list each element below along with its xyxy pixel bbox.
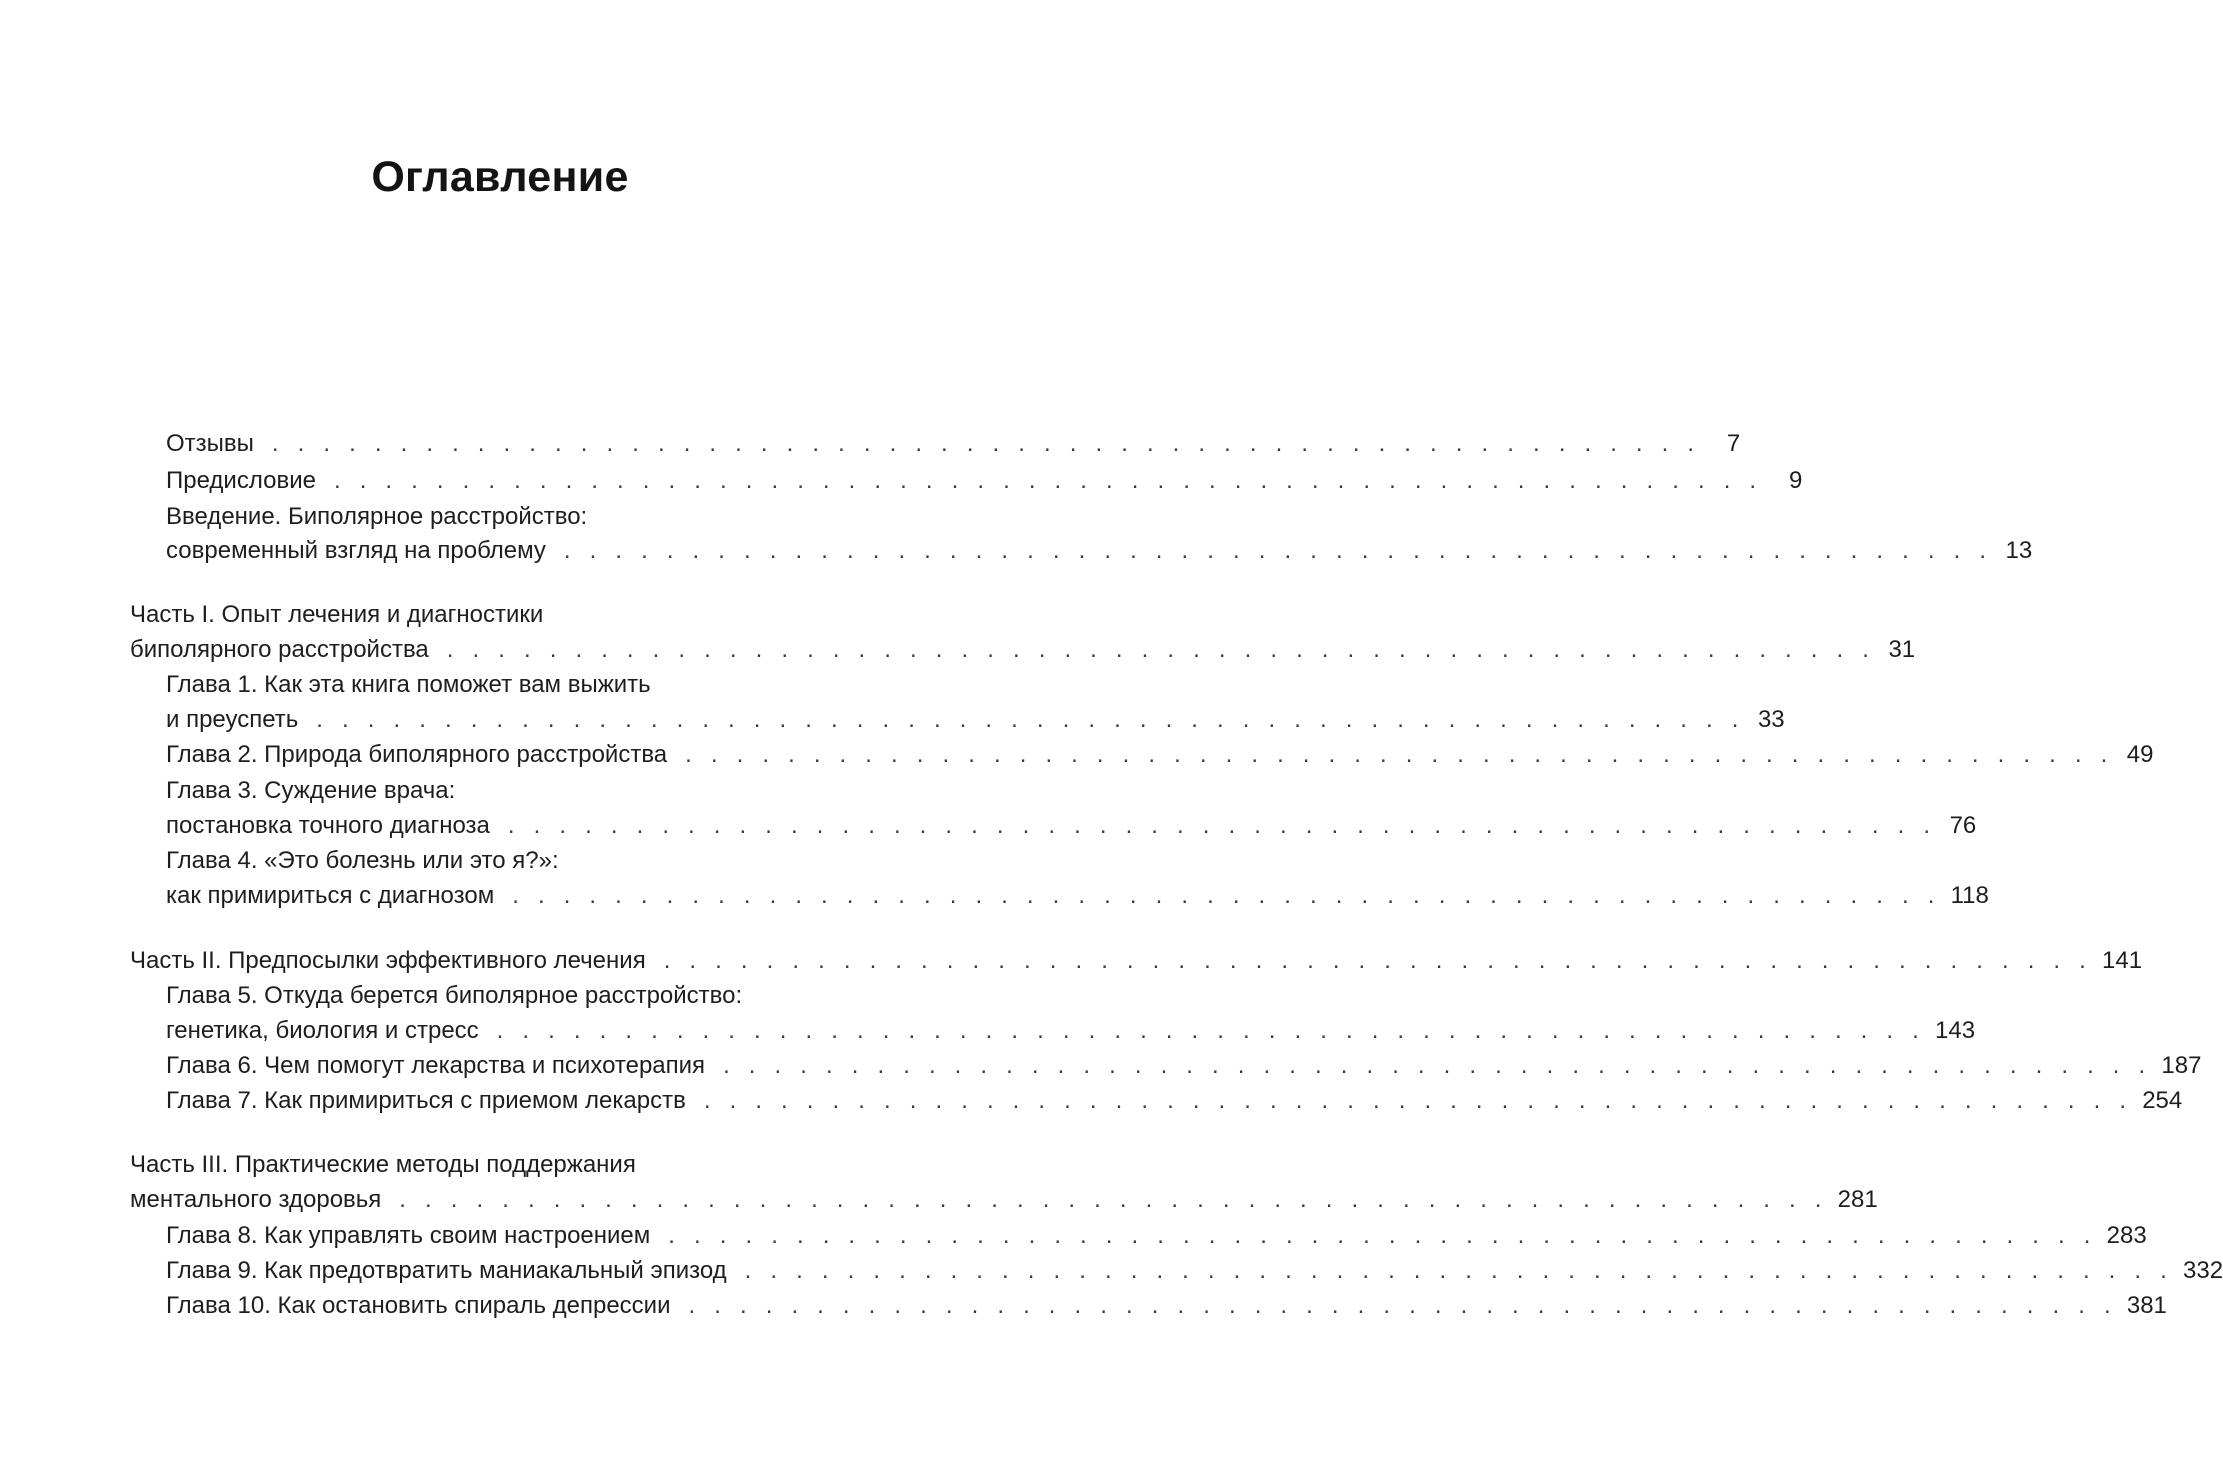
toc-entry-title: генетика, биология и стресс [166, 1017, 479, 1044]
toc-entry-title: Глава 4. «Это болезнь или это я?»: [166, 847, 559, 874]
toc-leader-dots: . . . . . . . . . . . . . . . . . . . . . . . . . . . . . . . . . . . . . . . . . . . . . . . . . . . . . . . . [316, 706, 1745, 733]
toc-entry-chapter-8[interactable] [166, 1218, 2147, 1254]
toc-entry-title: Глава 10. Как остановить спираль депрессии [166, 1292, 671, 1319]
toc-leader-dots: . . . . . . . . . . . . . . . . . . . . . . . . . . . . . . . . . . . . . . . . . . . . . . . . . . . . . . . . [399, 1186, 1828, 1213]
toc-leader-dots: . . . . . . . . . . . . . . . . . . . . . . . . . . . . . . . . . . . . . . . . . . . . . . . . . . . . . . . . [723, 1052, 2152, 1079]
toc-entry-chapter-5-line1[interactable] [166, 978, 866, 1014]
toc-entry-introduction-line1[interactable] [166, 499, 866, 535]
toc-leader-dots: . . . . . . . . . . . . . . . . . . . . . . . . . . . . . . . . . . . . . . . . . . . . . . . . . . . . . . . . [668, 1222, 2097, 1249]
toc-leader-dots: . . . . . . . . . . . . . . . . . . . . . . . . . . . . . . . . . . . . . . . . . . . . . . . . . . . . . . . . [703, 1087, 2133, 1114]
toc-entry-preface[interactable] [166, 463, 1803, 499]
toc-entry-title: Глава 9. Как предотвратить маниакальный эпизод [166, 1257, 727, 1284]
toc-leader-dots: . . . . . . . . . . . . . . . . . . . . . . . . . . . . . . . . . . . . . . . . . . . . . . . . . . . . . . . . [685, 741, 2114, 768]
toc-entry-chapter-3[interactable] [166, 808, 1977, 844]
page-title: Оглавление [371, 152, 629, 201]
toc-entry-chapter-9[interactable] [166, 1253, 2223, 1289]
toc-entry-chapter-1-line1[interactable] [166, 667, 866, 703]
toc-entry-title: Глава 2. Природа биполярного расстройства [166, 741, 668, 768]
toc-page-number: 13 [2005, 537, 2033, 564]
toc-entry-title: Глава 8. Как управлять своим настроением [166, 1222, 651, 1249]
toc-page-number: 381 [2126, 1292, 2167, 1319]
toc-entry-chapter-6[interactable] [166, 1048, 2202, 1084]
toc-leader-dots: . . . . . . . . . . . . . . . . . . . . . . . . . . . . . . . . . . . . . . . . . . . . . . . . . . . . . . . . [496, 1017, 1926, 1044]
toc-leader-dots: . . . . . . . . . . . . . . . . . . . . . . . . . . . . . . . . . . . . . . . . . . . . . . . . . . . . . . . . [446, 636, 1876, 663]
toc-entry-title: Предисловие [166, 467, 316, 494]
toc-entry-part-3[interactable] [130, 1182, 1878, 1218]
toc-leader-dots: . . . . . . . . . . . . . . . . . . . . . . . . . . . . . . . . . . . . . . . . . . . . . . . . . . . . . . . . [563, 537, 1993, 564]
toc-entry-chapter-2[interactable] [166, 737, 2154, 773]
toc-entry-part-1[interactable] [130, 632, 1916, 668]
toc-entry-chapter-7[interactable] [166, 1083, 2183, 1119]
toc-entry-part-2[interactable] [130, 943, 2143, 979]
toc-entry-chapter-10[interactable] [166, 1288, 2167, 1324]
toc-page-number: 283 [2106, 1222, 2147, 1249]
toc-entry-title: Глава 1. Как эта книга поможет вам выжить [166, 671, 651, 698]
toc-entry-introduction[interactable] [166, 533, 2033, 569]
toc-page-number: 76 [1949, 812, 1977, 839]
toc-leader-dots: . . . . . . . . . . . . . . . . . . . . . . . . . . . . . . . . . . . . . . . . . . . . . . . . . . . . . . . . [333, 467, 1763, 494]
toc-entry-part-1-line1[interactable] [130, 597, 830, 633]
toc-entry-title: Часть II. Предпосылки эффективного лечения [130, 947, 646, 974]
toc-entry-title: Часть I. Опыт лечения и диагностики [130, 601, 544, 628]
toc-entry-chapter-4-line1[interactable] [166, 843, 866, 879]
toc-entry-title: ментального здоровья [130, 1186, 382, 1213]
toc-entry-title: Введение. Биполярное расстройство: [166, 503, 588, 530]
toc-entry-part-3-line1[interactable] [130, 1147, 830, 1183]
toc-page-number: 49 [2126, 741, 2154, 768]
toc-entry-title: как примириться с диагнозом [166, 882, 495, 909]
toc-leader-dots: . . . . . . . . . . . . . . . . . . . . . . . . . . . . . . . . . . . . . . . . . . . . . . . . . . . . . . . . [507, 812, 1937, 839]
toc-entry-reviews[interactable] [166, 426, 1741, 462]
toc-leader-dots: . . . . . . . . . . . . . . . . . . . . . . . . . . . . . . . . . . . . . . . . . . . . . . . . . . . . . . . . [688, 1292, 2117, 1319]
toc-page-number: 254 [2142, 1087, 2183, 1114]
toc-entry-title: биполярного расстройства [130, 636, 429, 663]
toc-page-number: 9 [1788, 467, 1803, 494]
toc-page-number: 33 [1757, 706, 1785, 733]
toc-page-number: 187 [2161, 1052, 2202, 1079]
toc-leader-dots: . . . . . . . . . . . . . . . . . . . . . . . . . . . . . . . . . . . . . . . . . . . . . . . . . . . . . . . . [512, 882, 1941, 909]
toc-leader-dots: . . . . . . . . . . . . . . . . . . . . . . . . . . . . . . . . . . . . . . . . . . . . . . . . . . . . . . . . [271, 430, 1701, 457]
toc-entry-chapter-4[interactable] [166, 878, 1989, 914]
toc-entry-title: и преуспеть [166, 706, 299, 733]
toc-entry-title: Часть III. Практические методы поддержания [130, 1151, 636, 1178]
toc-page-number: 332 [2183, 1257, 2223, 1284]
toc-leader-dots: . . . . . . . . . . . . . . . . . . . . . . . . . . . . . . . . . . . . . . . . . . . . . . . . . . . . . . . . [663, 947, 2093, 974]
toc-entry-title: Глава 3. Суждение врача: [166, 777, 456, 804]
toc-page-number: 141 [2102, 947, 2143, 974]
toc-entry-chapter-1[interactable] [166, 702, 1785, 738]
toc-entry-title: Глава 5. Откуда берется биполярное расстройство: [166, 982, 743, 1009]
toc-page-number: 31 [1888, 636, 1916, 663]
toc-page-number: 7 [1726, 430, 1741, 457]
toc-entry-title: постановка точного диагноза [166, 812, 490, 839]
toc-page-number: 118 [1950, 882, 1989, 909]
toc-page-number: 281 [1837, 1186, 1878, 1213]
toc-entry-title: Отзывы [166, 430, 254, 457]
toc-entry-chapter-3-line1[interactable] [166, 773, 866, 809]
toc-entry-title: Глава 7. Как примириться с приемом лекарств [166, 1087, 686, 1114]
toc-page-number: 143 [1935, 1017, 1976, 1044]
toc-leader-dots: . . . . . . . . . . . . . . . . . . . . . . . . . . . . . . . . . . . . . . . . . . . . . . . . . . . . . . . . [744, 1257, 2174, 1284]
toc-entry-title: современный взгляд на проблему [166, 537, 546, 564]
toc-entry-chapter-5[interactable] [166, 1013, 1976, 1049]
toc-entry-title: Глава 6. Чем помогут лекарства и психотерапия [166, 1052, 706, 1079]
